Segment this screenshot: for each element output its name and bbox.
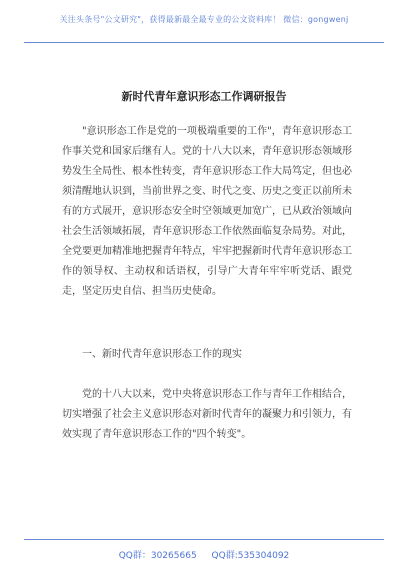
- footer-contacts: [0, 548, 408, 561]
- body-paragraph-2: [62, 385, 352, 445]
- footer-qq-group-1: QQ群：30265665: [118, 551, 197, 561]
- paragraph-text-2: 党的十八大以来，党中央将意识形态工作与青年工作相结合，切实增强了社会主义意识形态对新时代青年的凝聚力和引领力，有效实现了青年意识形态工作的"四个转变"。: [62, 389, 352, 440]
- header-promo-text: 关注头条号"公文研究"，获得最新最全最专业的公文资料库！ 微信：gongwenj: [59, 15, 349, 24]
- document-title: 新时代青年意识形态工作调研报告: [121, 90, 287, 103]
- body-paragraph-1: [62, 122, 352, 302]
- footer-divider: [24, 539, 384, 540]
- paragraph-text-1: "意识形态工作是党的一项极端重要的工作"，青年意识形态工作事关党和国家后继有人。党的十八大以来，青年意识形态领域形势发生全局性、根本性转变，青年意识形态工作大局笃定，但也必须清醒地认识到，当前世界之变、时代之变、历史之变正以前所未有的方式展开，意识形态安全时空领域更加宽广，已从政治领域向社会生活领域拓展，青年意识形态工作依然面临复杂局势。对此，全党要更加精准地把握青年特点，牢牢把握新时代青年意识形态工作的领导权、主动权和话语权，引导广大青年牢牢听党话、跟党走，坚定历史自信、担当历史使命。: [62, 126, 352, 297]
- section-heading-1: 一、新时代青年意识形态工作的现实: [82, 349, 242, 360]
- header-divider: [24, 42, 384, 43]
- section-heading-block: [62, 345, 352, 365]
- footer-qq-group-2: QQ群:535304092: [211, 551, 290, 561]
